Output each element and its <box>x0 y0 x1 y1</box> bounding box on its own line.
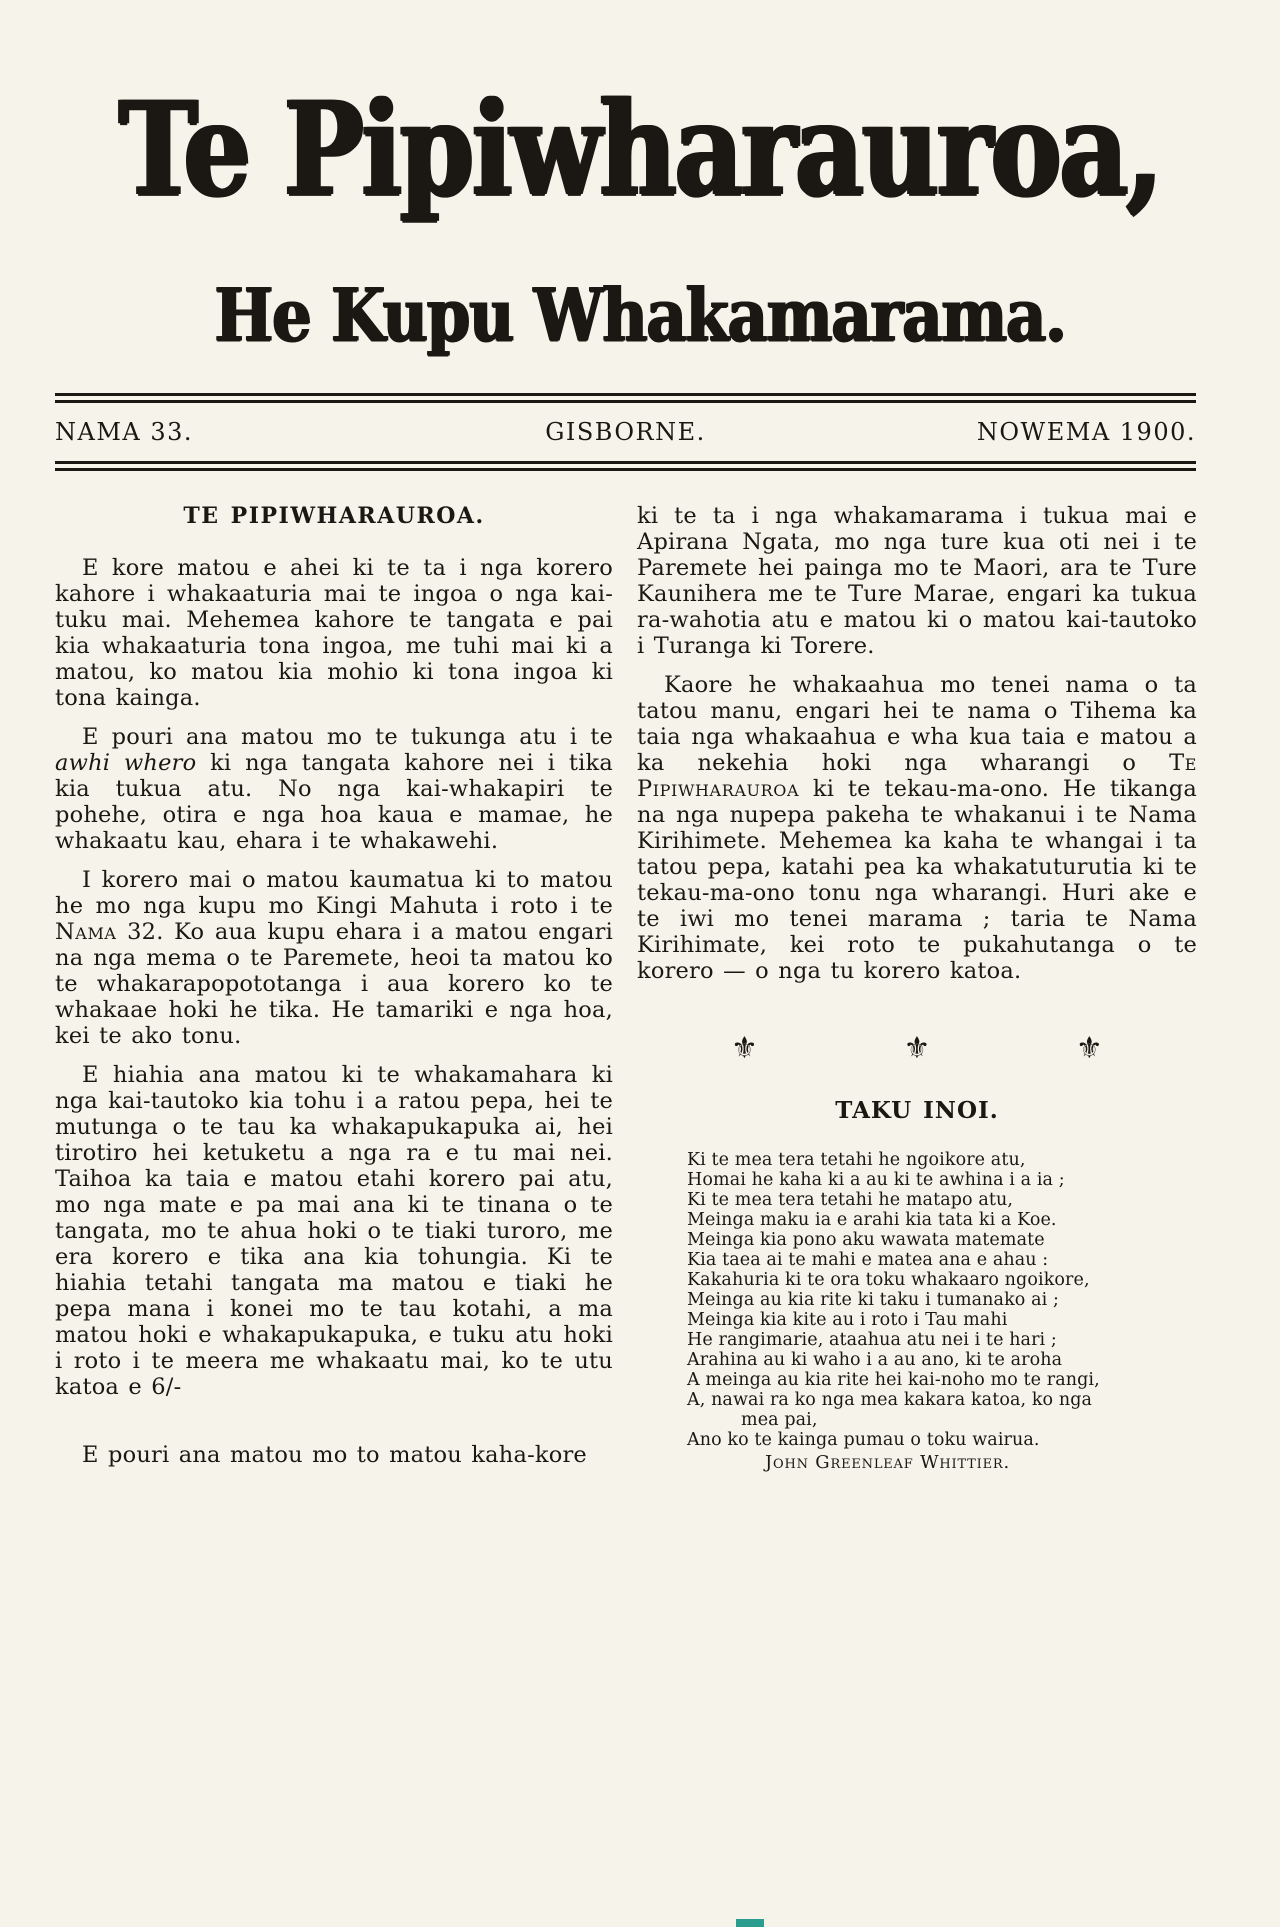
text-run: 32. Ko aua kupu ehara i a matou engari na nga mema o te Paremete, heoi ta matou ko te whakarapopototanga i aua korero ko te whakaae hoki he tika. He tamariki e nga hoa, kei te ako tonu. <box>55 919 613 1049</box>
left-column <box>55 503 613 1481</box>
paragraph <box>55 1062 613 1400</box>
poem-line: Arahina au ki waho i a au ano, ki te aroha <box>687 1350 1063 1370</box>
right-column-paragraphs <box>637 503 1197 984</box>
article-heading: TE PIPIWHARAUROA. <box>183 503 485 529</box>
left-column-paragraphs <box>55 555 613 1468</box>
dateline <box>55 418 1196 446</box>
masthead-title: Te Pipiwharauroa, <box>118 72 1162 225</box>
poem-line: Meinga au kia rite ki taku i tumanako ai ; <box>687 1290 1059 1310</box>
dateline-date: NOWEMA 1900. <box>976 418 1196 446</box>
dateline-issue-number: NAMA 33. <box>55 418 194 446</box>
text-italic: awhi whero <box>55 750 197 776</box>
paragraph <box>55 1442 613 1468</box>
paragraph <box>55 867 613 1049</box>
double-rule-bottom <box>55 461 1196 471</box>
double-rule-top <box>55 393 1196 403</box>
text-run: E hiahia ana matou ki te whakamahara ki nga kai-tautoko kia tohu i a ratou pepa, hei te mutunga o te tau ka whakapukapuka ai, hei tirotiro hei ketuketu a nga ra e tu mai nei. Taihoa ka taia e matou etahi korero pai atu, mo nga mate e pa mai ana ki te tinana o te tangata, mo te ahua hoki o te tiaki turoro, me era korero e tika ana kia tohungia. Ki te hiahia tetahi tangata ma matou e tiaki he pepa mana i konei mo te tau kotahi, a ma matou hoki e whakapukapuka, e tuku atu hoki i roto i te meera me whakaatu mai, ko te utu katoa e 6/- <box>55 1062 613 1400</box>
right-column <box>637 503 1197 1473</box>
fleur-de-lis-icon: ⚜ <box>1075 1031 1103 1066</box>
dateline-place: GISBORNE. <box>545 418 706 446</box>
poem-line: Kakahuria ki te ora toku whakaaro ngoikore, <box>687 1270 1090 1290</box>
poem-line: Kia taea ai te mahi e matea ana e ahau : <box>687 1250 1049 1270</box>
text-smallcaps: Nama <box>55 919 117 945</box>
poem-line: Ki te mea tera tetahi he ngoikore atu, <box>687 1150 1026 1170</box>
text-run: I korero mai o matou kaumatua ki to matou he mo nga kupu mo Kingi Mahuta i roto i te <box>55 867 613 919</box>
poem-line: mea pai, <box>741 1410 818 1430</box>
text-run: ki te ta i nga whakamarama i tukua mai e Apirana Ngata, mo nga ture kua oti nei i te Paremete hei painga mo te Maori, ara te Ture Kaunihera me te Ture Marae, engari ka tukua ra-wahotia atu e matou ki o matou kai-tautoko i Turanga ki Torere. <box>637 503 1197 659</box>
fleur-de-lis-icon: ⚜ <box>731 1031 759 1066</box>
poem-line: A meinga au kia rite hei kai-noho mo te rangi, <box>687 1370 1100 1390</box>
poem-line: Ano ko te kainga pumau o toku wairua. <box>687 1430 1040 1450</box>
scan-artifact-mark <box>736 1919 764 1927</box>
paragraph <box>637 503 1197 659</box>
text-smallcaps: Te Pipiwharauroa <box>637 750 1197 802</box>
poem-section <box>637 1150 1197 1473</box>
fleur-de-lis-icon: ⚜ <box>903 1031 931 1066</box>
text-run: Kaore he whakaahua mo tenei nama o ta tatou manu, engari hei te nama o Tihema ka taia nga whakaahua e wha kua taia e matou a ka nekehia hoki nga wharangi o <box>637 672 1197 776</box>
text-run: E pouri ana matou mo te tukunga atu i te <box>82 724 613 750</box>
masthead-subtitle: He Kupu Whakamarama. <box>214 272 1066 359</box>
text-run: E kore matou e ahei ki te ta i nga korero kahore i whakaaturia mai te ingoa o nga kai-tuku mai. Mehemea kahore te tangata e pai kia whakaaturia tona ingoa, me tuhi mai ki a matou, ko matou kia mohio ki tona ingoa ki tona kainga. <box>55 555 613 711</box>
poem-heading: TAKU INOI. <box>835 1097 999 1124</box>
poem-line: Meinga maku ia e arahi kia tata ki a Koe. <box>687 1210 1057 1230</box>
poem-line: He rangimarie, ataahua atu nei i te hari ; <box>687 1330 1057 1350</box>
poem-line: Meinga kia pono aku wawata matemate <box>687 1230 1045 1250</box>
paragraph <box>637 672 1197 984</box>
poem-lines <box>687 1150 1197 1450</box>
paragraph <box>55 724 613 854</box>
poem-line: Meinga kia kite au i roto i Tau mahi <box>687 1310 1008 1330</box>
ornament-row <box>637 1031 1197 1066</box>
text-run: E pouri ana matou mo to matou kaha-kore <box>82 1442 587 1468</box>
paragraph <box>55 555 613 711</box>
poem-line: Ki te mea tera tetahi he matapo atu, <box>687 1190 1014 1210</box>
text-run: ki nga tangata kahore nei i tika kia tukua atu. No nga kai-whakapiri te pohehe, otira e nga hoa kaua e mamae, he whakaatu kau, ehara i te whakawehi. <box>55 750 613 854</box>
poem-line: Homai he kaha ki a au ki te awhina i a ia ; <box>687 1170 1065 1190</box>
poem-attribution: John Greenleaf Whittier. <box>765 1452 1010 1473</box>
poem-line: A, nawai ra ko nga mea kakara katoa, ko nga <box>687 1390 1093 1410</box>
text-run: ki te tekau-ma-ono. He tikanga na nga nupepa pakeha te whakanui i te Nama Kirihimete. Mehemea ka kaha te whangai i ta tatou pepa, katahi pea ka whakatuturutia ki te tekau-ma-ono tonu nga wharangi. Huri ake e te iwi mo tenei marama ; taria te Nama Kirihimate, kei roto te pukahutanga o te korero — o nga tu korero katoa. <box>637 776 1197 984</box>
